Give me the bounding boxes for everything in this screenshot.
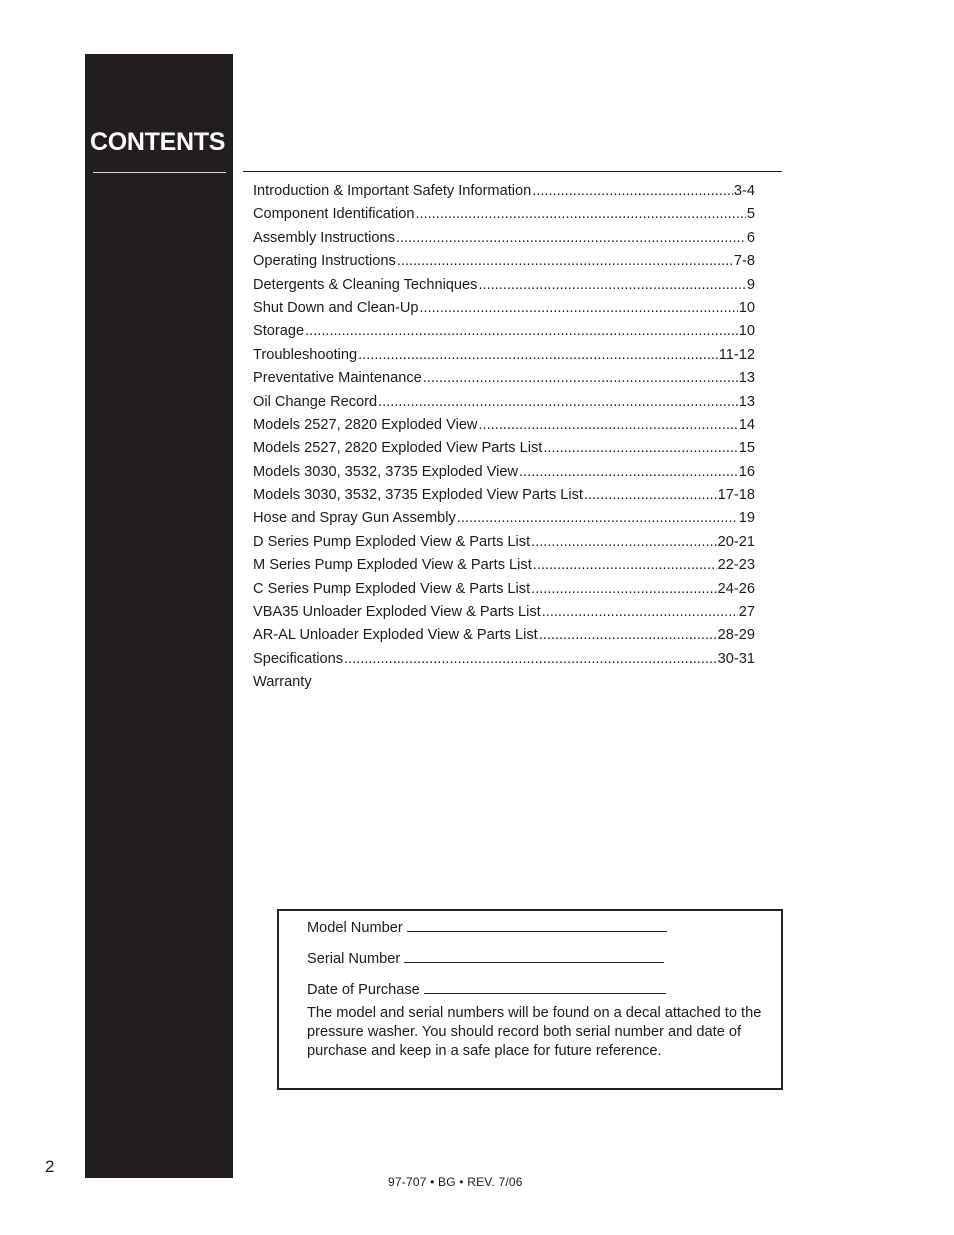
toc-entry-label: VBA35 Unloader Exploded View & Parts List — [253, 604, 541, 621]
toc-entry — [253, 274, 755, 297]
ownership-record-box — [277, 909, 783, 1090]
toc-entry-page: 14 — [738, 416, 755, 433]
toc-leader-dots — [531, 531, 717, 554]
toc-leader-dots — [378, 391, 738, 414]
toc-entry — [253, 227, 755, 250]
toc-entry-page: 7-8 — [733, 253, 755, 270]
serial-number-field — [307, 950, 664, 967]
toc-entry-label: Shut Down and Clean-Up — [253, 299, 419, 316]
toc-entry — [253, 203, 755, 226]
toc-leader-dots — [358, 344, 718, 367]
toc-entry-page: 13 — [738, 393, 755, 410]
toc-leader-dots — [584, 484, 717, 507]
table-of-contents — [253, 180, 755, 695]
toc-entry-label: C Series Pump Exploded View & Parts List — [253, 580, 531, 597]
toc-leader-dots — [543, 437, 737, 460]
toc-entry-page: 27 — [738, 604, 755, 621]
toc-entry-label: Models 3030, 3532, 3735 Exploded View Parts List — [253, 487, 583, 504]
toc-entry-label: Operating Instructions — [253, 253, 396, 270]
purchase-date-blank — [424, 981, 666, 994]
toc-entry-label: Storage — [253, 323, 305, 340]
toc-entry — [253, 391, 755, 414]
toc-entry — [253, 367, 755, 390]
toc-leader-dots — [396, 227, 746, 250]
toc-leader-dots — [532, 180, 733, 203]
toc-entry-label: Hose and Spray Gun Assembly — [253, 510, 456, 527]
toc-entry-label: D Series Pump Exploded View & Parts List — [253, 533, 531, 550]
toc-leader-dots — [478, 414, 737, 437]
model-number-blank — [407, 919, 667, 932]
toc-entry — [253, 414, 755, 437]
toc-entry-label: Introduction & Important Safety Information — [253, 183, 532, 199]
toc-entry-page: 16 — [738, 463, 755, 480]
toc-entry-label: Detergents & Cleaning Techniques — [253, 276, 478, 293]
toc-leader-dots — [478, 274, 745, 297]
model-number-field — [307, 919, 667, 936]
toc-entry-page: 10 — [738, 299, 755, 316]
toc-entry-label: Assembly Instructions — [253, 229, 395, 246]
toc-leader-dots — [539, 624, 717, 647]
toc-entry-page: 10 — [738, 323, 755, 340]
toc-entry-label: Preventative Maintenance — [253, 370, 422, 387]
toc-leader-dots — [423, 367, 738, 390]
toc-leader-dots — [533, 554, 717, 577]
toc-entry-page: 30-31 — [717, 650, 755, 667]
toc-entry-page: 9 — [746, 276, 755, 293]
toc-entry-page: 28-29 — [717, 627, 755, 644]
toc-entry-page: 20-21 — [717, 533, 755, 550]
toc-entry-page: 13 — [738, 370, 755, 387]
record-note: The model and serial numbers will be found on a decal attached to the pressure washer. You should record both serial number and date of purchase and keep in a safe place for future reference. — [307, 1005, 762, 1059]
toc-entry-label: AR-AL Unloader Exploded View & Parts List — [253, 627, 538, 644]
document-code: 97-707 • BG • REV. 7/06 — [388, 1175, 523, 1189]
toc-entry — [253, 531, 755, 554]
page-number: 2 — [45, 1157, 55, 1176]
toc-entry-page: 24-26 — [717, 580, 755, 597]
toc-leader-dots — [531, 578, 717, 601]
toc-entry — [253, 297, 755, 320]
toc-leader-dots — [397, 250, 733, 273]
toc-entry-page: 22-23 — [717, 557, 755, 574]
toc-entry — [253, 624, 755, 647]
title-divider — [243, 171, 782, 172]
toc-leader-dots — [415, 203, 745, 226]
toc-entry — [253, 250, 755, 273]
toc-leader-dots — [542, 601, 738, 624]
toc-entry-page: 17-18 — [717, 487, 755, 504]
toc-leader-dots — [519, 461, 738, 484]
toc-entry-page: 11-12 — [718, 346, 755, 363]
toc-entry — [253, 320, 755, 343]
page-title: CONTENTS — [90, 128, 226, 156]
toc-entry-page: 5 — [746, 206, 755, 223]
toc-entry-label: Models 2527, 2820 Exploded View — [253, 416, 478, 433]
toc-entry-label: Specifications — [253, 650, 344, 667]
toc-entry — [253, 437, 755, 460]
toc-entry — [253, 344, 755, 367]
toc-entry-label: Troubleshooting — [253, 346, 358, 363]
toc-entry — [253, 648, 755, 671]
toc-entry — [253, 554, 755, 577]
sidebar-panel — [85, 54, 233, 1178]
toc-entry-label: Models 2527, 2820 Exploded View Parts List — [253, 440, 543, 457]
serial-number-label: Serial Number — [307, 951, 401, 967]
toc-entry-label: Models 3030, 3532, 3735 Exploded View — [253, 463, 519, 480]
serial-number-blank — [404, 950, 664, 963]
toc-entry-page: 15 — [738, 440, 755, 457]
toc-entry — [253, 461, 755, 484]
toc-entry — [253, 671, 755, 694]
title-divider-dark — [93, 172, 226, 173]
purchase-date-label: Date of Purchase — [307, 982, 420, 998]
toc-entry-label: Warranty — [253, 674, 312, 691]
toc-entry-page: 19 — [738, 510, 755, 527]
toc-entry — [253, 578, 755, 601]
toc-leader-dots — [344, 648, 717, 671]
purchase-date-field — [307, 981, 666, 998]
toc-entry-page: 6 — [746, 229, 755, 246]
toc-entry — [253, 180, 755, 203]
toc-entry-label: Oil Change Record — [253, 393, 378, 410]
toc-entry-label: M Series Pump Exploded View & Parts List — [253, 557, 532, 574]
toc-entry-label: Component Identification — [253, 206, 415, 223]
toc-leader-dots — [420, 297, 738, 320]
toc-leader-dots — [305, 320, 738, 343]
toc-entry — [253, 601, 755, 624]
model-number-label: Model Number — [307, 920, 403, 936]
toc-entry — [253, 484, 755, 507]
toc-leader-dots — [457, 507, 738, 530]
toc-entry-page: 3-4 — [733, 183, 755, 199]
toc-entry — [253, 507, 755, 530]
